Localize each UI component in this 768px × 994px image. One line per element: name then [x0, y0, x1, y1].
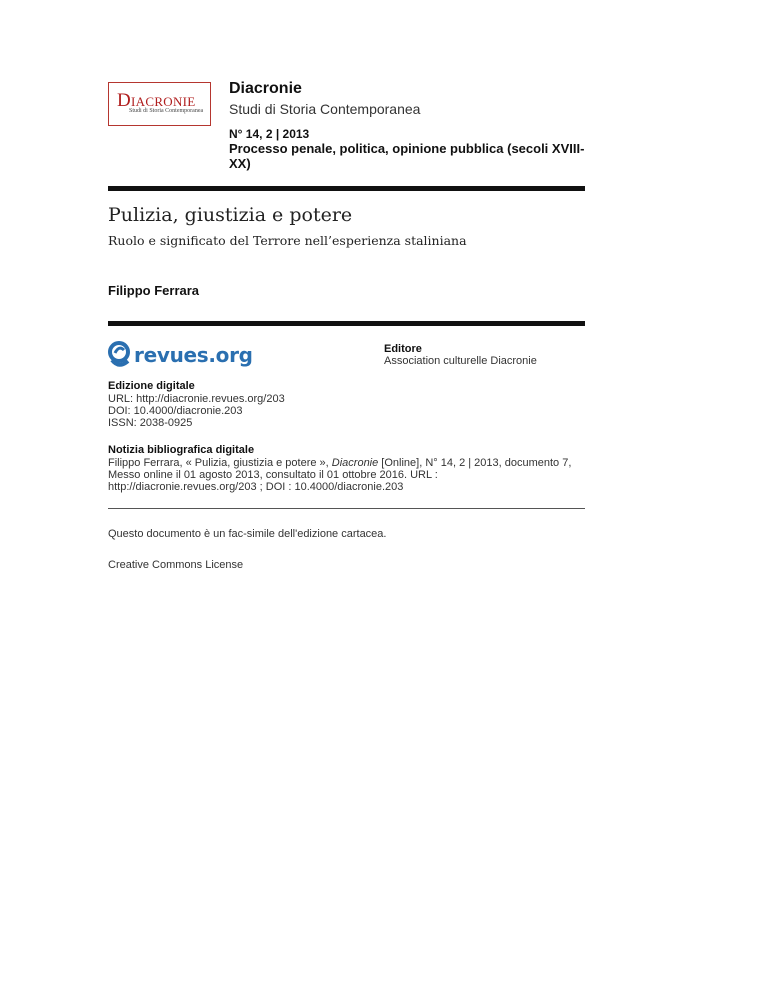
editor-value: Association culturelle Diacronie — [384, 355, 537, 367]
url-line[interactable]: URL: http://diacronie.revues.org/203 — [108, 393, 285, 405]
journal-logo — [108, 82, 211, 126]
article-title: Pulizia, giustizia e potere — [108, 204, 353, 226]
revues-leaf-icon — [108, 341, 130, 369]
issn-line: ISSN: 2038-0925 — [108, 417, 193, 429]
edizione-digitale-details — [108, 393, 285, 429]
journal-subtitle: Studi di Storia Contemporanea — [229, 101, 421, 117]
editor-label: Editore — [384, 343, 422, 355]
edizione-digitale-label: Edizione digitale — [108, 380, 195, 392]
journal-logo-subtitle: Studi di Storia Contemporanea — [129, 107, 204, 114]
revues-logo-text: revues.org — [134, 343, 253, 367]
divider-bottom — [108, 508, 585, 509]
journal-logo-rest: IACRONIE — [131, 93, 196, 109]
article-subtitle: Ruolo e significato del Terrore nell’esperienza staliniana — [108, 233, 467, 248]
journal-title: Diacronie — [229, 80, 302, 97]
divider-middle — [108, 321, 585, 326]
revues-logo[interactable] — [108, 340, 253, 370]
issue-title: Processo penale, politica, opinione pubblica (secoli XVIII-XX) — [229, 141, 585, 171]
notizia-part2: [Online], N° 14, 2 | 2013, documento 7, Messo online il 01 agosto 2013, consultato il 01 ottobre 2016. URL : http://diacronie.revues.org/203 ; DOI : 10.4000/diacronie.203 — [108, 457, 572, 493]
license-link[interactable]: Creative Commons License — [108, 559, 244, 571]
journal-logo-initial: D — [117, 89, 132, 111]
notizia-text — [108, 457, 588, 493]
notizia-part1: Filippo Ferrara, « Pulizia, giustizia e potere », — [108, 457, 332, 469]
notizia-label: Notizia bibliografica digitale — [108, 444, 255, 456]
facsimile-note: Questo documento è un fac-simile dell'edizione cartacea. — [108, 528, 387, 540]
notizia-journal-italic: Diacronie — [331, 457, 379, 469]
divider-top — [108, 186, 585, 191]
doi-line[interactable]: DOI: 10.4000/diacronie.203 — [108, 405, 243, 417]
author-name: Filippo Ferrara — [108, 283, 200, 298]
issue-number: N° 14, 2 | 2013 — [229, 127, 310, 141]
